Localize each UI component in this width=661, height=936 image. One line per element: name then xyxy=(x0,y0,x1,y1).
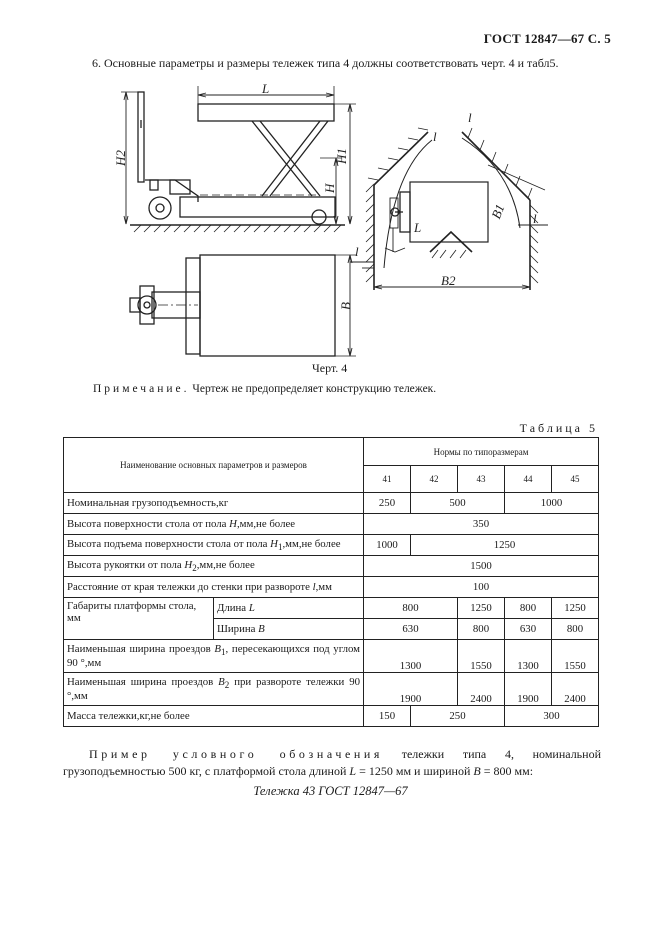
label-l-left: l xyxy=(355,244,359,259)
size-45: 45 xyxy=(552,466,599,493)
side-view xyxy=(121,86,356,232)
table-row xyxy=(64,556,599,577)
table-row xyxy=(64,493,599,514)
label-l-top-right: l xyxy=(468,110,472,125)
size-42: 42 xyxy=(411,466,458,493)
technical-drawing xyxy=(95,78,565,358)
cell: 1300 xyxy=(505,640,552,673)
label-B2: B2 xyxy=(441,273,456,288)
cell: 1900 xyxy=(505,673,552,706)
table-row xyxy=(64,598,599,619)
note-text: Чертеж не предопределяет конструкцию тележек. xyxy=(189,383,437,395)
turning-diagram xyxy=(350,128,548,290)
note-lead: Примечание. xyxy=(93,383,190,395)
row-label: Наименьшая ширина проездов $B_2$ при развороте тележки 90 °,мм xyxy=(64,673,364,706)
cell: 2400 xyxy=(458,673,505,706)
cell: 1900 xyxy=(364,673,458,706)
example-lead: Пример условного обозначения xyxy=(89,747,384,761)
plan-view xyxy=(130,255,356,356)
cell: 800 xyxy=(364,598,458,619)
row-label: Номинальная грузоподъемность,кг xyxy=(64,493,364,514)
row-label: Габариты платформы стола, мм xyxy=(64,598,214,640)
label-B: B xyxy=(338,302,353,310)
size-43: 43 xyxy=(458,466,505,493)
cell: 250 xyxy=(364,493,411,514)
table-row xyxy=(64,673,599,706)
table-row xyxy=(64,514,599,535)
cell: 1250 xyxy=(458,598,505,619)
size-41: 41 xyxy=(364,466,411,493)
cell: 630 xyxy=(505,619,552,640)
row-label: Масса тележки,кг,не более xyxy=(64,706,364,727)
cell: 100 xyxy=(364,577,599,598)
cell: 300 xyxy=(505,706,599,727)
label-L: L xyxy=(262,81,270,96)
row-label: Высота поверхности стола от пола H,мм,не более xyxy=(64,514,364,535)
page-header: ГОСТ 12847—67 С. 5 xyxy=(483,31,611,46)
label-l-inner: L xyxy=(414,220,422,235)
row-label: Наименьшая ширина проездов $B_1$, пересекающихся под углом 90 °,мм xyxy=(64,640,364,673)
cell: 800 xyxy=(458,619,505,640)
row-label: Расстояние от края тележки до стенки при развороте l,мм xyxy=(64,577,364,598)
row-sublabel: Длина L xyxy=(214,598,364,619)
paragraph-6: 6. Основные параметры и размеры тележек типа 4 должны соответствовать черт. 4 и табл5. xyxy=(92,56,559,70)
platform-plan xyxy=(200,255,335,356)
figure-caption: Черт. 4 xyxy=(312,361,348,375)
cell: 1250 xyxy=(552,598,599,619)
label-l-right: l xyxy=(533,211,537,226)
table-label: Таблица 5 xyxy=(519,421,598,435)
cell: 1550 xyxy=(458,640,505,673)
label-H1: H1 xyxy=(334,148,349,164)
label-l-top-left: l xyxy=(433,129,437,144)
example-paragraph: Пример условного обозначения тележки типа 4, номинальной грузоподъемностью 500 кг, с платформой стола длиной L = 1250 мм и шириной B = 800 мм: xyxy=(63,747,601,778)
cell: 500 xyxy=(411,493,505,514)
cell: 1000 xyxy=(364,535,411,556)
front-wheel xyxy=(149,197,171,219)
cell: 1500 xyxy=(364,556,599,577)
cell: 1550 xyxy=(552,640,599,673)
table-row xyxy=(64,577,599,598)
cell: 630 xyxy=(364,619,458,640)
table-row xyxy=(64,535,599,556)
cell: 1300 xyxy=(364,640,458,673)
cell: 800 xyxy=(505,598,552,619)
header-norms: Нормы по типоразмерам xyxy=(364,438,599,466)
row-label: Высота рукоятки от пола $H_2,мм,не$ более xyxy=(64,556,364,577)
cell: 250 xyxy=(411,706,505,727)
header-name: Наименование основных параметров и размеров xyxy=(64,438,364,493)
size-44: 44 xyxy=(505,466,552,493)
note xyxy=(93,383,436,395)
table-row xyxy=(64,640,599,673)
table-top xyxy=(198,104,334,121)
label-H2: H2 xyxy=(113,150,128,166)
cell: 800 xyxy=(552,619,599,640)
label-H: H xyxy=(322,183,337,193)
row-sublabel: Ширина B xyxy=(214,619,364,640)
cell: 2400 xyxy=(552,673,599,706)
label-B1: B1 xyxy=(488,201,508,221)
cell: 1000 xyxy=(505,493,599,514)
handle-shape xyxy=(138,92,144,182)
designation-example: Тележка 43 ГОСТ 12847—67 xyxy=(253,784,408,798)
cell: 350 xyxy=(364,514,599,535)
table-row xyxy=(64,706,599,727)
cell: 150 xyxy=(364,706,411,727)
parameters-table xyxy=(63,437,599,727)
cell: 1250 xyxy=(411,535,599,556)
row-label: Высота подъема поверхности стола от пола $H_1,мм,не$ более xyxy=(64,535,364,556)
